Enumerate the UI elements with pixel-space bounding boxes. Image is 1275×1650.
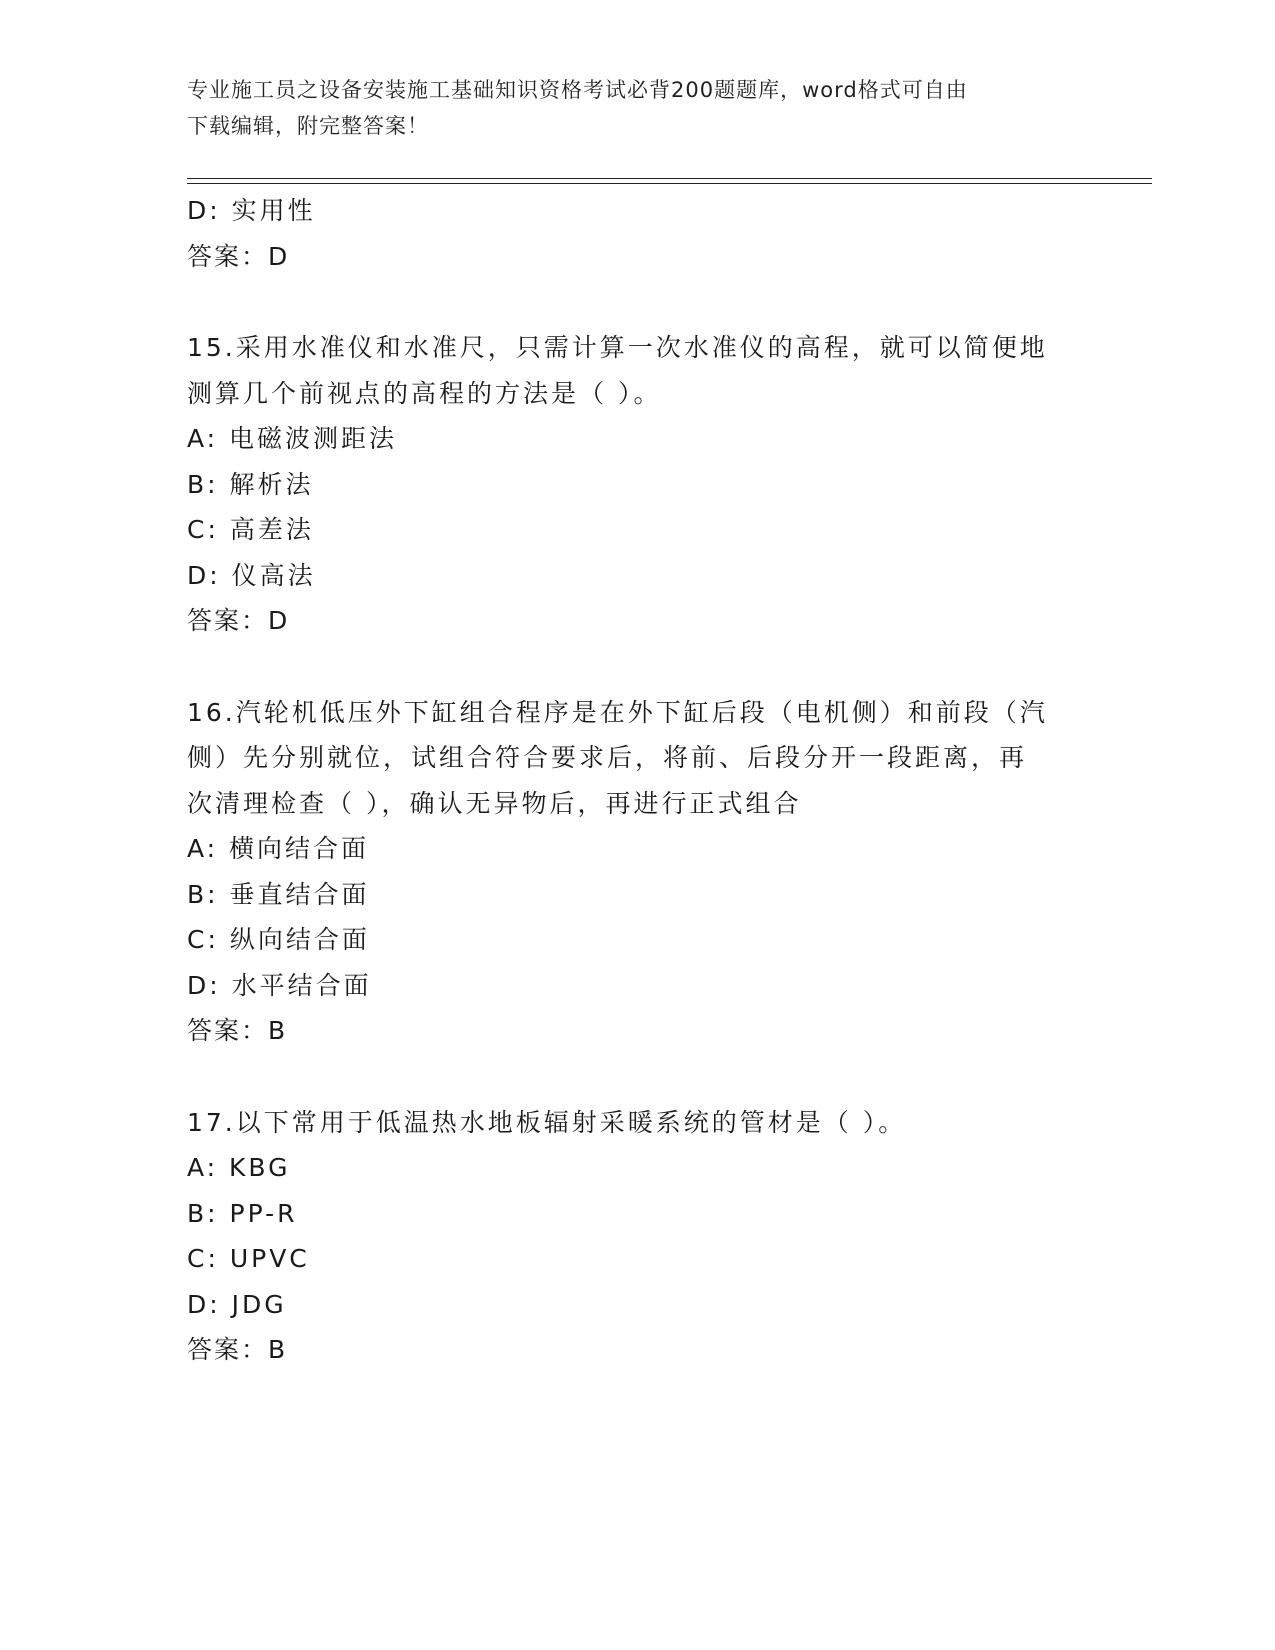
question-stem-line: 侧）先分别就位，试组合符合要求后，将前、后段分开一段距离，再 [187,743,1028,772]
header-rule-bottom [187,183,1152,184]
question-17 [187,1100,1087,1373]
option-c: C: 高差法 [187,515,314,544]
spacer [187,644,1087,690]
header-line-2: 下载编辑，附完整答案！ [187,114,429,138]
spacer [187,1054,1087,1100]
option-b: B: 垂直结合面 [187,879,370,909]
answer-line: 答案：D [187,241,290,271]
question-stem-line: 17.以下常用于低温热水地板辐射采暖系统的管材是（ ）。 [187,1107,907,1137]
question-stem-line: 16.汽轮机低压外下缸组合程序是在外下缸后段（电机侧）和前段（汽 [187,697,1048,727]
document-body [187,188,1087,1373]
option-d: D: 水平结合面 [187,970,372,1000]
answer-line: 答案：B [187,1335,288,1364]
question-stem-line: 测算几个前视点的高程的方法是（ ）。 [187,378,662,408]
header-line-1: 专业施工员之设备安装施工基础知识资格考试必背200题题库，word格式可自由 [187,78,968,102]
option-a: A: 电磁波测距法 [187,424,398,453]
option-d: D: JDG [187,1289,287,1319]
spacer [187,279,1087,325]
question-15 [187,325,1087,644]
question-16 [187,690,1087,1054]
option-a: A: KBG [187,1153,291,1182]
option-b: B: 解析法 [187,469,314,499]
page-header [187,72,1067,144]
option-a: A: 横向结合面 [187,834,370,863]
option-b: B: PP-R [187,1198,298,1228]
question-stem-line: 次清理检查（ ），确认无异物后，再进行正式组合 [187,788,802,818]
option-d: D: 实用性 [187,196,316,225]
option-d: D: 仪高法 [187,560,316,590]
option-c: C: 纵向结合面 [187,925,370,954]
header-rule-top [187,178,1152,179]
option-c: C: UPVC [187,1244,310,1273]
previous-question-tail [187,188,1087,279]
answer-line: 答案：D [187,606,290,635]
answer-line: 答案：B [187,1016,288,1045]
question-stem-line: 15.采用水准仪和水准尺，只需计算一次水准仪的高程，就可以简便地 [187,333,1048,362]
